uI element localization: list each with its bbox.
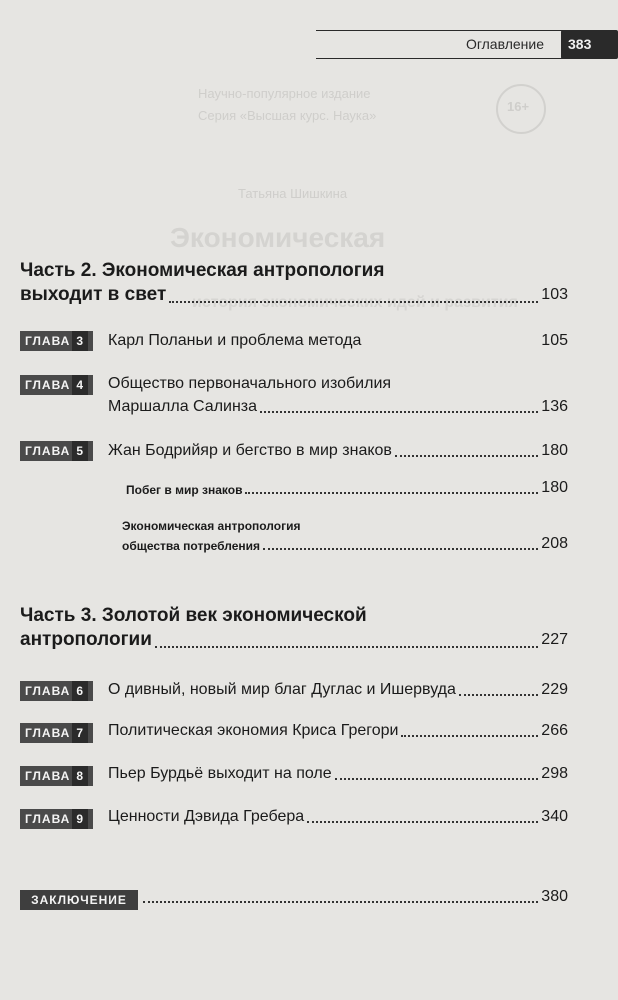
- dot-leader: [143, 901, 538, 903]
- chapter-title: Ценности Дэвида Гребера: [108, 808, 305, 825]
- page-ref: 180: [541, 442, 568, 459]
- chapter-badge: [20, 809, 93, 829]
- ghost-text: Экономическая: [170, 222, 386, 253]
- conclusion-entry: [140, 886, 568, 908]
- chapter-badge-label: ГЛАВА: [25, 769, 71, 783]
- dot-leader: [395, 455, 538, 457]
- page-ref: 227: [541, 631, 568, 648]
- part-3-entry: [20, 627, 568, 653]
- chapter-title: Общество первоначального изобилия: [108, 375, 392, 392]
- chapter-title: О дивный, новый мир благ Дуглас и Ишервуда: [108, 681, 456, 698]
- chapter-entry: [108, 806, 568, 828]
- subsection-title: общества потребления: [122, 539, 261, 553]
- subsection-entry: [122, 533, 568, 555]
- conclusion-badge: ЗАКЛЮЧЕНИЕ: [20, 890, 138, 910]
- page-ref: 380: [541, 888, 568, 905]
- chapter-entry: [108, 763, 568, 785]
- chapter-badge-number: 5: [72, 441, 88, 461]
- chapter-badge-number: 9: [72, 809, 88, 829]
- chapter-badge-label: ГЛАВА: [25, 334, 71, 348]
- dot-leader: [245, 492, 538, 494]
- chapter-entry: [108, 330, 568, 352]
- dot-leader: [260, 411, 538, 413]
- page-ref: 103: [541, 286, 568, 303]
- chapter-badge-label: ГЛАВА: [25, 444, 71, 458]
- part-2-entry: [20, 282, 568, 308]
- chapter-badge-number: 4: [72, 375, 88, 395]
- chapter-badge: [20, 375, 93, 395]
- page-ref: 298: [541, 765, 568, 782]
- chapter-badge-number: 7: [72, 723, 88, 743]
- ghost-text: Научно-популярное издание: [198, 86, 371, 101]
- chapter-badge-label: ГЛАВА: [25, 726, 71, 740]
- part-3-title-line1: Часть 3. Золотой век экономической: [20, 605, 367, 626]
- chapter-badge-number: 8: [72, 766, 88, 786]
- chapter-title: Политическая экономия Криса Грегори: [108, 722, 399, 739]
- page-ref: 340: [541, 808, 568, 825]
- subsection-entry: [126, 477, 568, 499]
- dot-leader: [459, 694, 538, 696]
- ghost-age-badge: [496, 84, 546, 134]
- chapter-title: Пьер Бурдьё выходит на поле: [108, 765, 332, 782]
- dot-leader: [401, 735, 538, 737]
- chapter-badge: [20, 441, 93, 461]
- chapter-badge-number: 3: [72, 331, 88, 351]
- dot-leader: [155, 646, 538, 648]
- chapter-entry: [108, 679, 568, 701]
- part-2-title-line2: выходит в свет: [20, 284, 167, 305]
- chapter-entry: [108, 720, 568, 742]
- page-ref: 136: [541, 398, 568, 415]
- part-3-title-line2: антропологии: [20, 629, 152, 650]
- dot-leader: [169, 301, 538, 303]
- header-rule: [316, 30, 570, 31]
- page-number: 383: [568, 36, 592, 52]
- ghost-text: история экономических идей и развития: [192, 294, 518, 311]
- chapter-entry: [108, 440, 568, 462]
- chapter-title: Жан Бодрийяр и бегство в мир знаков: [108, 442, 392, 459]
- chapter-title: Карл Поланьи и проблема метода: [108, 332, 362, 349]
- chapter-badge-number: 6: [72, 681, 88, 701]
- chapter-badge: [20, 681, 93, 701]
- page-ref: 105: [541, 332, 568, 349]
- chapter-badge-label: ГЛАВА: [25, 378, 71, 392]
- chapter-entry: [108, 396, 568, 418]
- subsection-title: Экономическая антропология: [122, 519, 301, 533]
- ghost-text: Татьяна Шишкина: [238, 186, 348, 201]
- dot-leader: [263, 548, 538, 550]
- chapter-badge: [20, 331, 93, 351]
- dot-leader: [335, 778, 539, 780]
- chapter-badge-label: ГЛАВА: [25, 812, 71, 826]
- dot-leader: [364, 345, 538, 347]
- dot-leader: [307, 821, 538, 823]
- chapter-title: Маршалла Салинза: [108, 398, 258, 415]
- running-header-title: Оглавление: [465, 36, 544, 52]
- part-2-title-line1: Часть 2. Экономическая антропология: [20, 260, 385, 281]
- ghost-text: Серия «Высшая курс. Наука»: [198, 108, 377, 123]
- header-rule: [316, 58, 570, 59]
- page-ref: 229: [541, 681, 568, 698]
- chapter-badge: [20, 766, 93, 786]
- chapter-badge: [20, 723, 93, 743]
- chapter-title-line1: [108, 373, 568, 395]
- page-ref: 266: [541, 722, 568, 739]
- page-ref: 208: [541, 535, 568, 552]
- ghost-text: 16+: [507, 99, 530, 114]
- subsection-title: Побег в мир знаков: [126, 483, 243, 497]
- chapter-badge-label: ГЛАВА: [25, 684, 71, 698]
- page-ref: 180: [541, 479, 568, 496]
